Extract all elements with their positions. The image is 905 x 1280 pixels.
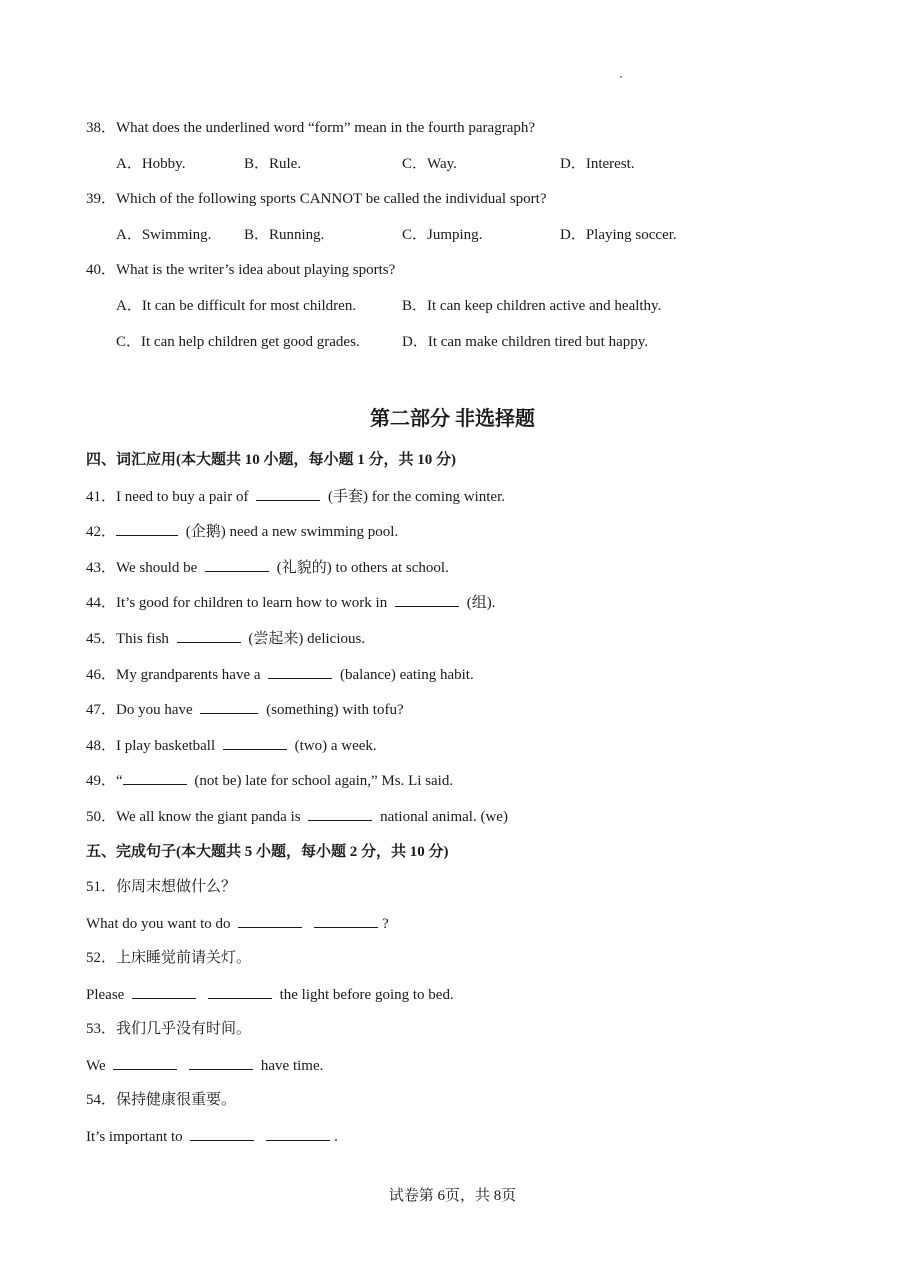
q38-option-d: D．Interest. [560, 156, 635, 172]
page-footer: 试卷第 6页，共 8页 [388, 1188, 517, 1204]
question-54-chinese: 54．保持健康很重要。 [86, 1092, 237, 1108]
answer-blank[interactable] [238, 913, 302, 928]
question-47 [86, 699, 404, 720]
q54-end: . [334, 1129, 338, 1145]
q47-hint: (something) with tofu? [266, 702, 404, 718]
q46-text: 46．My grandparents have a [86, 667, 261, 683]
section-4-heading: 四、词汇应用(本大题共 10 小题，每小题 1 分，共 10 分) [86, 452, 456, 468]
q40-option-c: C．It can help children get good grades. [116, 334, 360, 350]
q39-option-c: C．Jumping. [402, 227, 483, 243]
q40-option-a: A．It can be difficult for most children. [116, 298, 357, 314]
question-50 [86, 806, 508, 827]
q45-text: 45．This fish [86, 631, 169, 647]
answer-blank[interactable] [123, 770, 187, 785]
q53-end: have time. [260, 1058, 324, 1074]
q45-hint: (尝起来) delicious. [248, 631, 366, 647]
q52-text: Please [86, 987, 125, 1003]
question-51-chinese: 51．你周末想做什么？ [86, 879, 237, 895]
answer-blank[interactable] [116, 521, 178, 536]
question-44 [86, 592, 495, 613]
section-5-heading: 五、完成句子(本大题共 5 小题，每小题 2 分，共 10 分) [86, 844, 449, 860]
q41-text: 41．I need to buy a pair of [86, 489, 249, 505]
q52-end: the light before going to bed. [279, 987, 454, 1003]
q44-text: 44．It’s good for children to learn how to work in [86, 595, 388, 611]
question-46 [86, 664, 474, 685]
question-45 [86, 628, 365, 649]
question-51-english [86, 913, 389, 934]
question-49 [86, 770, 453, 791]
q38-option-c: C．Way. [402, 156, 457, 172]
answer-blank[interactable] [395, 592, 459, 607]
answer-blank[interactable] [266, 1126, 330, 1141]
q48-text: 48．I play basketball [86, 738, 216, 754]
answer-blank[interactable] [208, 984, 272, 999]
q46-hint: (balance) eating habit. [340, 667, 474, 683]
answer-blank[interactable] [314, 913, 378, 928]
question-41 [86, 486, 505, 507]
question-52-chinese: 52．上床睡觉前请关灯。 [86, 950, 252, 966]
q38-option-b: B．Rule. [244, 156, 302, 172]
q47-text: 47．Do you have [86, 702, 193, 718]
question-48 [86, 735, 377, 756]
answer-blank[interactable] [132, 984, 196, 999]
answer-blank[interactable] [205, 557, 269, 572]
q49-hint: (not be) late for school again,” Ms. Li said. [194, 773, 454, 789]
question-52-english [86, 984, 454, 1005]
q49-text: 49．“ [86, 773, 123, 789]
question-39: 39．Which of the following sports CANNOT be called the individual sport? [86, 191, 547, 207]
answer-blank[interactable] [223, 735, 287, 750]
question-53-english [86, 1055, 323, 1076]
answer-blank[interactable] [268, 664, 332, 679]
question-43 [86, 557, 449, 578]
answer-blank[interactable] [308, 806, 372, 821]
q43-text: 43．We should be [86, 560, 198, 576]
q40-option-b: B．It can keep children active and healthy. [402, 298, 662, 314]
q39-option-a: A．Swimming. [116, 227, 212, 243]
answer-blank[interactable] [177, 628, 241, 643]
question-42 [86, 521, 398, 542]
answer-blank[interactable] [189, 1055, 253, 1070]
q40-option-d: D．It can make children tired but happy. [402, 334, 649, 350]
question-38: 38．What does the underlined word “form” mean in the fourth paragraph? [86, 120, 536, 136]
q38-option-a: A．Hobby. [116, 156, 186, 172]
q51-text: What do you want to do [86, 916, 231, 932]
q50-hint: national animal. (we) [380, 809, 508, 825]
q39-option-b: B．Running. [244, 227, 325, 243]
q44-hint: (组). [466, 595, 496, 611]
q41-hint: (手套) for the coming winter. [327, 489, 505, 505]
q51-end: ? [382, 916, 389, 932]
q50-text: 50．We all know the giant panda is [86, 809, 301, 825]
answer-blank[interactable] [200, 699, 258, 714]
q48-hint: (two) a week. [294, 738, 377, 754]
q54-text: It’s important to [86, 1129, 183, 1145]
question-53-chinese: 53．我们几乎没有时间。 [86, 1021, 252, 1037]
q53-text: We [86, 1058, 106, 1074]
q42-hint: (企鹅) need a new swimming pool. [185, 524, 399, 540]
answer-blank[interactable] [256, 486, 320, 501]
q39-option-d: D．Playing soccer. [560, 227, 677, 243]
answer-blank[interactable] [113, 1055, 177, 1070]
answer-blank[interactable] [190, 1126, 254, 1141]
q43-hint: (礼貌的) to others at school. [276, 560, 449, 576]
q42-number: 42． [86, 524, 117, 540]
part-two-title: 第二部分 非选择题 [370, 408, 535, 430]
question-54-english [86, 1126, 338, 1147]
question-40: 40．What is the writer’s idea about playing sports? [86, 262, 396, 278]
scan-speck [620, 76, 622, 78]
